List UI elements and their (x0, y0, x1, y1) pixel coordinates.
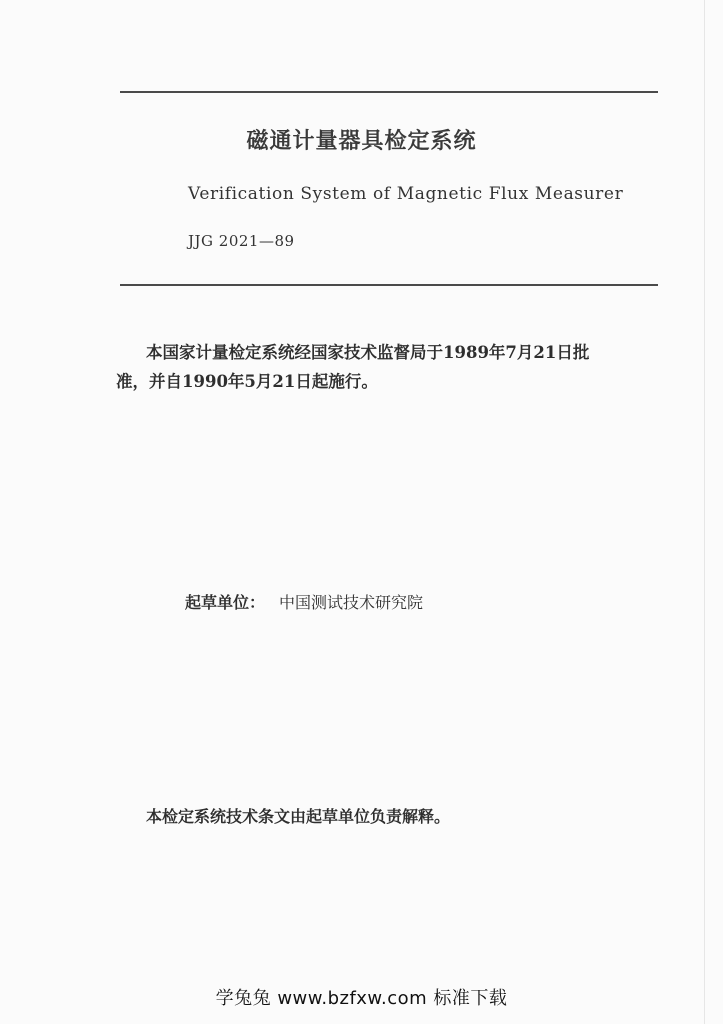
drafting-unit-name: 中国测试技术研究院 (279, 593, 424, 612)
approval-line-2: 准，并自1990年5月21日起施行。 (116, 372, 378, 391)
drafting-unit (185, 590, 423, 613)
document-title-en: Verification System of Magnetic Flux Measurer (188, 184, 624, 204)
document-code: JJG 2021—89 (188, 232, 295, 250)
header-bottom-rule (120, 284, 658, 286)
drafting-unit-label: 起草单位： (185, 593, 266, 612)
document-title-cn: 磁通计量器具检定系统 (246, 128, 477, 154)
approval-line-1: 本国家计量检定系统经国家技术监督局于1989年7月21日批 (146, 343, 590, 362)
footer-watermark: 学兔兔 www.bzfxw.com 标准下载 (215, 988, 508, 1009)
approval-paragraph (116, 338, 661, 396)
interpretation-statement: 本检定系统技术条文由起草单位负责解释。 (146, 807, 451, 826)
header-top-rule (120, 91, 658, 93)
